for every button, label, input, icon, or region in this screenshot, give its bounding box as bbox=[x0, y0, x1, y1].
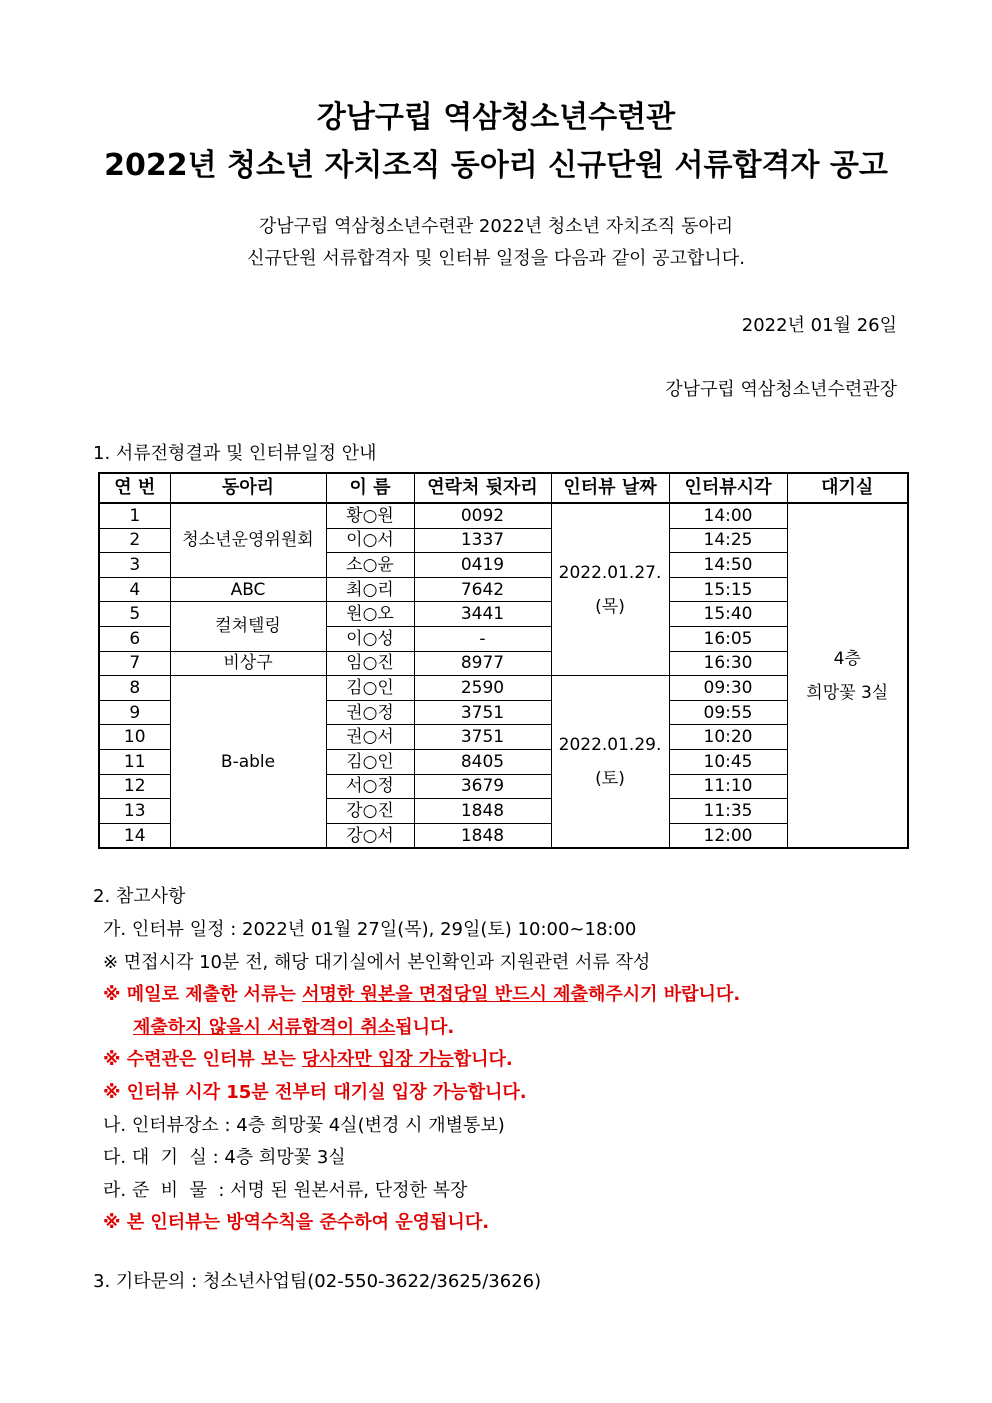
header-name: 이 름 bbox=[326, 473, 414, 503]
cell-phone: 7642 bbox=[414, 577, 551, 602]
cell-date bbox=[551, 503, 669, 676]
cell-time: 15:40 bbox=[669, 602, 787, 627]
note-entry-only bbox=[103, 1044, 740, 1077]
cell-phone: 3751 bbox=[414, 725, 551, 750]
cell-name: 최○리 bbox=[326, 577, 414, 602]
note-location: 나. 인터뷰장소 : 4층 희망꽃 4실(변경 시 개별통보) bbox=[103, 1114, 505, 1136]
header-date: 인터뷰 날짜 bbox=[551, 473, 669, 503]
cell-name: 소○윤 bbox=[326, 553, 414, 578]
notes-list bbox=[103, 914, 740, 1240]
cell-time: 14:25 bbox=[669, 528, 787, 553]
note-materials: 라. 준 비 물 : 서명 된 원본서류, 단정한 복장 bbox=[103, 1179, 468, 1201]
cell-phone: 1337 bbox=[414, 528, 551, 553]
cell-no: 6 bbox=[99, 626, 170, 651]
cell-club: B-able bbox=[170, 676, 326, 849]
cell-name: 강○진 bbox=[326, 799, 414, 824]
cell-no: 12 bbox=[99, 774, 170, 799]
cell-no: 10 bbox=[99, 725, 170, 750]
cell-no: 9 bbox=[99, 700, 170, 725]
cell-no: 2 bbox=[99, 528, 170, 553]
header-time: 인터뷰시각 bbox=[669, 473, 787, 503]
header-club: 동아리 bbox=[170, 473, 326, 503]
cell-name: 김○인 bbox=[326, 749, 414, 774]
cell-time: 16:30 bbox=[669, 651, 787, 676]
cell-name: 이○성 bbox=[326, 626, 414, 651]
intro-line-2: 신규단원 서류합격자 및 인터뷰 일정을 다음과 같이 공고합니다. bbox=[247, 248, 745, 269]
cell-no: 7 bbox=[99, 651, 170, 676]
note-text: ※ 메일로 제출한 서류는 bbox=[103, 984, 303, 1006]
cell-phone: 8405 bbox=[414, 749, 551, 774]
cell-time: 12:00 bbox=[669, 823, 787, 848]
note-original-docs bbox=[103, 979, 740, 1012]
cell-club: 청소년운영위원회 bbox=[170, 503, 326, 577]
interview-date: 2022.01.27. bbox=[558, 562, 662, 583]
cell-time: 10:45 bbox=[669, 749, 787, 774]
note-schedule: 가. 인터뷰 일정 : 2022년 01월 27일(목), 29일(토) 10:00~18:00 bbox=[103, 919, 637, 940]
room-floor: 4층 bbox=[833, 648, 861, 669]
issuer: 강남구립 역삼청소년수련관장 bbox=[665, 379, 897, 400]
note-text: 해주시기 바랍니다. bbox=[587, 984, 741, 1006]
header-room: 대기실 bbox=[787, 473, 908, 503]
cell-name: 서○정 bbox=[326, 774, 414, 799]
cell-time: 11:10 bbox=[669, 774, 787, 799]
table-row bbox=[99, 503, 908, 528]
cell-time: 10:20 bbox=[669, 725, 787, 750]
cell-name: 권○정 bbox=[326, 700, 414, 725]
note-cancel bbox=[103, 1012, 740, 1045]
section-1-heading: 1. 서류전형결과 및 인터뷰일정 안내 bbox=[93, 443, 377, 464]
note-underlined: 제출하지 않을시 서류합격이 취소 bbox=[133, 1016, 396, 1038]
interview-day: (목) bbox=[595, 596, 625, 617]
cell-name: 이○서 bbox=[326, 528, 414, 553]
cell-phone: 2590 bbox=[414, 676, 551, 701]
cell-no: 5 bbox=[99, 602, 170, 627]
cell-name: 권○서 bbox=[326, 725, 414, 750]
cell-club: 비상구 bbox=[170, 651, 326, 676]
cell-name: 김○인 bbox=[326, 676, 414, 701]
cell-no: 1 bbox=[99, 503, 170, 528]
cell-phone: 1848 bbox=[414, 823, 551, 848]
cell-phone: 0419 bbox=[414, 553, 551, 578]
cell-name: 임○진 bbox=[326, 651, 414, 676]
cell-phone: 3679 bbox=[414, 774, 551, 799]
cell-phone: 3441 bbox=[414, 602, 551, 627]
room-name: 희망꽃 3실 bbox=[806, 682, 889, 703]
cell-no: 3 bbox=[99, 553, 170, 578]
table-row bbox=[99, 651, 908, 676]
cell-no: 4 bbox=[99, 577, 170, 602]
cell-club: 컬쳐텔링 bbox=[170, 602, 326, 651]
cell-phone: - bbox=[414, 626, 551, 651]
notice-date: 2022년 01월 26일 bbox=[741, 315, 897, 336]
note-text: 합니다. bbox=[453, 1049, 513, 1071]
cell-time: 14:00 bbox=[669, 503, 787, 528]
cell-no: 14 bbox=[99, 823, 170, 848]
note-waiting-room: ※ 인터뷰 시각 15분 전부터 대기실 입장 가능합니다. bbox=[103, 1081, 527, 1103]
section-3-contact: 3. 기타문의 : 청소년사업팀(02-550-3622/3625/3626) bbox=[93, 1271, 542, 1292]
cell-phone: 8977 bbox=[414, 651, 551, 676]
page-subtitle: 2022년 청소년 자치조직 동아리 신규단원 서류합격자 공고 bbox=[104, 148, 888, 183]
intro-line-1: 강남구립 역삼청소년수련관 2022년 청소년 자치조직 동아리 bbox=[258, 216, 734, 237]
note-underlined: 서명한 원본을 면접당일 반드시 제출 bbox=[302, 984, 588, 1006]
cell-name: 황○원 bbox=[326, 503, 414, 528]
cell-room bbox=[787, 503, 908, 848]
note-text: ※ 수련관은 인터뷰 보는 bbox=[103, 1049, 303, 1071]
intro-text bbox=[0, 211, 992, 275]
table-row bbox=[99, 676, 908, 701]
cell-no: 13 bbox=[99, 799, 170, 824]
cell-time: 09:55 bbox=[669, 700, 787, 725]
table-row bbox=[99, 577, 908, 602]
cell-phone: 1848 bbox=[414, 799, 551, 824]
cell-phone: 3751 bbox=[414, 700, 551, 725]
table-row bbox=[99, 602, 908, 627]
note-underlined: 당사자만 입장 가능 bbox=[302, 1049, 454, 1071]
cell-name: 원○오 bbox=[326, 602, 414, 627]
header-no: 연 번 bbox=[99, 473, 170, 503]
cell-no: 8 bbox=[99, 676, 170, 701]
cell-club: ABC bbox=[170, 577, 326, 602]
cell-time: 16:05 bbox=[669, 626, 787, 651]
cell-time: 11:35 bbox=[669, 799, 787, 824]
schedule-table bbox=[98, 472, 909, 849]
interview-day: (토) bbox=[595, 768, 625, 789]
note-arrival: ※ 면접시각 10분 전, 해당 대기실에서 본인확인과 지원관련 서류 작성 bbox=[103, 951, 651, 973]
cell-time: 15:15 bbox=[669, 577, 787, 602]
note-text: 됩니다. bbox=[395, 1016, 455, 1038]
cell-date bbox=[551, 676, 669, 849]
cell-no: 11 bbox=[99, 749, 170, 774]
cell-time: 14:50 bbox=[669, 553, 787, 578]
note-quarantine: ※ 본 인터뷰는 방역수칙을 준수하여 운영됩니다. bbox=[103, 1212, 490, 1234]
table-header-row bbox=[99, 473, 908, 503]
note-room: 다. 대 기 실 : 4층 희망꽃 3실 bbox=[103, 1147, 346, 1169]
header-phone: 연락처 뒷자리 bbox=[414, 473, 551, 503]
interview-date: 2022.01.29. bbox=[558, 734, 662, 755]
cell-phone: 0092 bbox=[414, 503, 551, 528]
cell-time: 09:30 bbox=[669, 676, 787, 701]
cell-name: 강○서 bbox=[326, 823, 414, 848]
section-2-heading: 2. 참고사항 bbox=[93, 886, 186, 907]
page-title: 강남구립 역삼청소년수련관 bbox=[316, 100, 676, 135]
